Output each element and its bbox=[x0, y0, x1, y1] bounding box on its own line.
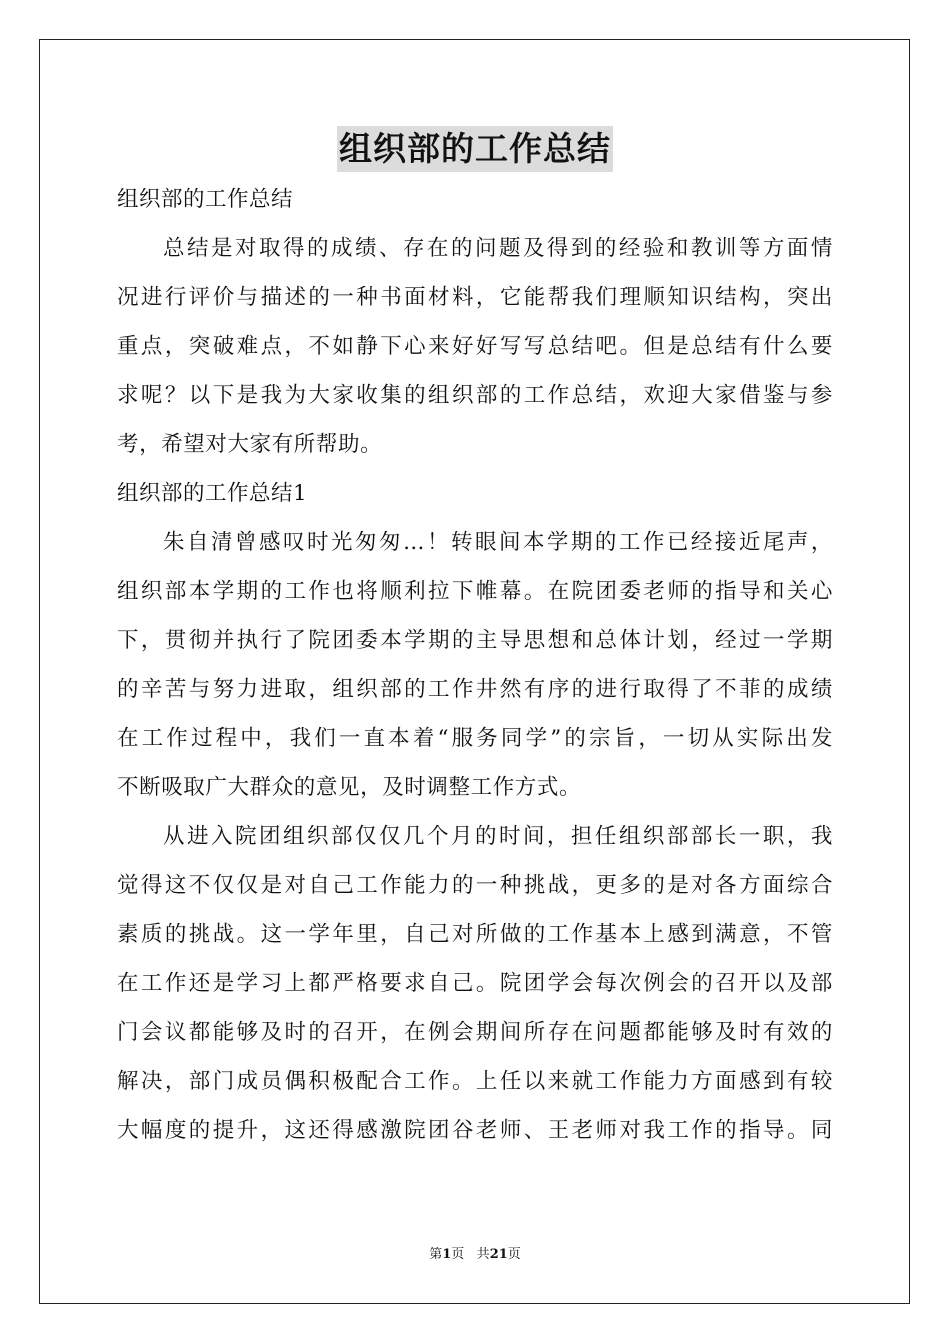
paragraph-line: 素质的挑战。这一学年里，自己对所做的工作基本上感到满意，不管 bbox=[117, 922, 833, 947]
paragraph-last-line: 不断吸取广大群众的意见，及时调整工作方式。 bbox=[117, 775, 582, 800]
paragraph-line: 下，贯彻并执行了院团委本学期的主导思想和总体计划，经过一学期 bbox=[117, 628, 833, 653]
paragraph-first-line: 总结是对取得的成绩、存在的问题及得到的经验和教训等方面情 bbox=[163, 236, 833, 261]
paragraph-line: 组织部本学期的工作也将顺利拉下帷幕。在院团委老师的指导和关心 bbox=[117, 579, 833, 604]
paragraph-line: 的辛苦与努力进取，组织部的工作井然有序的进行取得了不菲的成绩 bbox=[117, 677, 833, 702]
document-title: 组织部的工作总结 bbox=[337, 126, 613, 172]
paragraph-line: 在工作过程中，我们一直本着“服务同学”的宗旨，一切从实际出发 bbox=[117, 726, 833, 751]
paragraph-first-line: 朱自清曾感叹时光匆匆…！转眼间本学期的工作已经接近尾声， bbox=[163, 530, 833, 555]
page-number-unit: 页 bbox=[451, 1247, 465, 1262]
paragraph-line: 重点，突破难点，不如静下心来好好写写总结吧。但是总结有什么要 bbox=[117, 334, 833, 359]
section-heading: 组织部的工作总结 bbox=[117, 187, 294, 212]
paragraph-line: 求呢？以下是我为大家收集的组织部的工作总结，欢迎大家借鉴与参 bbox=[117, 383, 833, 408]
total-pages-unit: 页 bbox=[507, 1247, 521, 1262]
paragraph-line: 况进行评价与描述的一种书面材料，它能帮我们理顺知识结构，突出 bbox=[117, 285, 833, 310]
total-page-count: 21 bbox=[489, 1247, 508, 1262]
page-number-prefix: 第 bbox=[429, 1247, 443, 1262]
page-footer bbox=[0, 1246, 950, 1264]
title-container bbox=[0, 126, 950, 172]
paragraph-line: 解决，部门成员偶积极配合工作。上任以来就工作能力方面感到有较 bbox=[117, 1069, 833, 1094]
paragraph-line: 大幅度的提升，这还得感激院团谷老师、王老师对我工作的指导。同 bbox=[117, 1118, 833, 1143]
current-page-number: 1 bbox=[442, 1247, 452, 1262]
paragraph-line: 门会议都能够及时的召开，在例会期间所存在问题都能够及时有效的 bbox=[117, 1020, 833, 1045]
paragraph-first-line: 从进入院团组织部仅仅几个月的时间，担任组织部部长一职，我 bbox=[163, 824, 833, 849]
section-heading: 组织部的工作总结1 bbox=[117, 481, 308, 506]
paragraph-last-line: 考，希望对大家有所帮助。 bbox=[117, 432, 383, 457]
document-body bbox=[117, 176, 833, 1156]
paragraph-line: 在工作还是学习上都严格要求自己。院团学会每次例会的召开以及部 bbox=[117, 971, 833, 996]
total-pages-prefix: 共 bbox=[476, 1247, 490, 1262]
paragraph-line: 觉得这不仅仅是对自己工作能力的一种挑战，更多的是对各方面综合 bbox=[117, 873, 833, 898]
